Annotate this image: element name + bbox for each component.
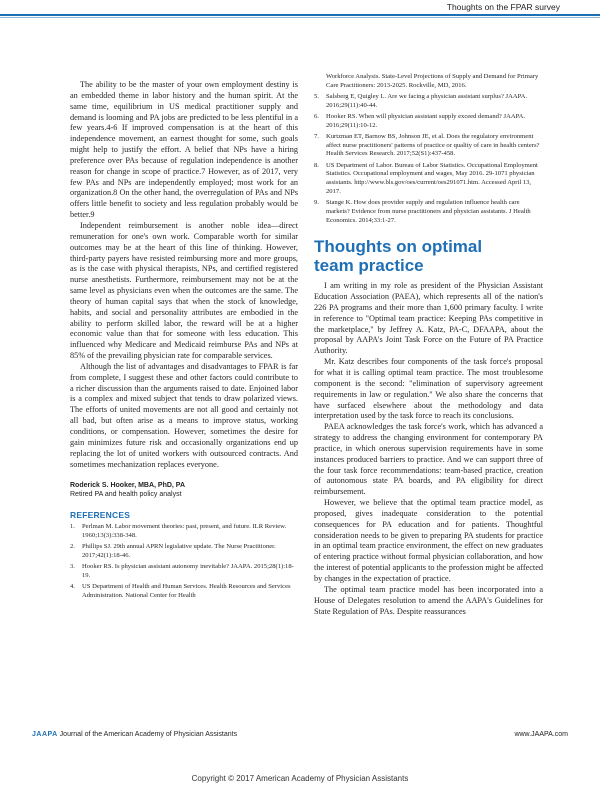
reference-number: 2. (70, 543, 75, 551)
reference-item (70, 543, 298, 560)
reference-number: 1. (70, 523, 75, 531)
body-paragraph: Although the list of advantages and disadvantages to FPAR is far from complete, I suggest these and other factors could contribute to a richer discussion than the arguments raised to date. Enjoined labor is a complex and mixed subject that tends to draw polarized views. The efforts of united movements are not all good and certainly not all bad, but often arise as a means to improve status, working conditions, or compensation. However, sometimes the desire for gain minimizes future risk and occasionally organizations end up replacing the lot of united workers with outsourced contracts. And sometimes mechanization replaces everyone. (70, 361, 298, 469)
left-column (70, 80, 298, 603)
reference-item (70, 563, 298, 580)
copyright-notice: Copyright © 2017 American Academy of Physician Assistants (191, 774, 409, 783)
reference-number: 3. (70, 563, 75, 571)
right-column (314, 73, 543, 617)
reference-item (314, 133, 543, 159)
journal-url[interactable]: www.JAAPA.com (514, 731, 568, 738)
reference-item-continued (314, 73, 543, 90)
running-header-title: Thoughts on the FPAR survey (446, 2, 560, 12)
reference-text: Stange K. How does provider supply and regulation influence health care markets? Evidence from nurse practitioners and physician assistants. J Health Economics. 2014;33:1-27. (326, 199, 531, 224)
references-list (70, 523, 298, 600)
body-paragraph: Independent reimbursement is another noble idea—direct remuneration for one's own work. Comparable worth for similar outcomes may be at the heart of this line of thinking. However, third-party payers have resisted reimbursing more and more groups, as is the case with physical therapists, NPs, and certified registered nurse anesthetists. Furthermore, reimbursement may not be at the same level as physicians even when the outcomes are the same. The theory of human capital says that when the stock of knowledge, habits, and social and personality attributes are embodied in the ability to perform skilled labor, the reward will be at a higher economic value than that for someone with less education. This influenced why Medicare and Medicaid reimburse PAs and NPs at 85% of the prevailing physician rate for comparable services. (70, 220, 298, 361)
journal-name: Journal of the American Academy of Physician Assistants (59, 731, 238, 738)
reference-item (70, 523, 298, 540)
reference-number: 6. (314, 113, 319, 120)
section-title (314, 237, 543, 275)
references-heading: REFERENCES (70, 510, 131, 521)
reference-text: Workforce Analysis. State-Level Projections of Supply and Demand for Primary Care Practitioners: 2013-2025. Rockville, MD, 2016. (326, 73, 539, 89)
reference-number: 7. (314, 133, 319, 140)
reference-text: Phillips SJ. 29th annual APRN legislative update. The Nurse Practitioner. 2017;42(1):18-46. (82, 543, 276, 559)
reference-number: 9. (314, 199, 319, 207)
reference-item (314, 199, 543, 225)
reference-item (70, 583, 298, 600)
reference-number: 5. (314, 93, 319, 100)
reference-text: Hooker RS. When will physician assistant supply exceed demand? JAAPA. 2016;29(11):10-12. (326, 113, 526, 129)
body-paragraph: PAEA acknowledges the task force's work, which has advanced a strategy to address the changing environment for contemporary PA practice, in which onerous supervision requirements have in some instances produced barriers to practice. And we can support three of the four task force recommendations: team-based practice, creation of autonomous state PA boards, and PA eligibility for direct reimbursement. (314, 422, 543, 497)
reference-text: Salsberg E, Quigley L. Are we facing a physician assistant surplus? JAAPA. 2016;29(11):40-44. (326, 93, 528, 109)
reference-number: 4. (70, 583, 75, 591)
author-affiliation: Retired PA and health policy analyst (70, 491, 182, 499)
reference-number: 8. (314, 161, 319, 169)
author-name: Roderick S. Hooker, MBA, PhD, PA (70, 482, 186, 490)
footer-journal (32, 731, 237, 738)
reference-text: Perlman M. Labor movement theories: past, present, and future. ILR Review. 1960;13(3):338-348. (82, 523, 287, 540)
body-paragraph: However, we believe that the optimal team practice model, as proposed, gives inadequate consideration to the potential consequences for PA education and for patients. Thoughtful consideration needs to be given to preparing PA students for practice in an optimal team practice environment, the effect on new graduates of entering practice without formal physician collaboration, and how the interest of potential applicants to the profession might be affected by changes in the expectation of practice. (314, 498, 543, 583)
reference-text: US Department of Labor. Bureau of Labor Statistics. Occupational Employment Statistics. Occupational employment and wages, May 2016. 29-1071 physician assistants. http://www.bls.gov/oes/current/oes291071.htm. Accessed April 13, 2017. (326, 161, 538, 195)
body-paragraph: I am writing in my role as president of the Physician Assistant Education Association (PAEA), which represents all of the nation's 226 PA programs and their more than 1,600 primary faculty. I write in reference to "Optimal team practice: Keeping PAs competitive in the marketplace," by Jeffrey A. Katz, PA-C, DFAAPA, about the proposal by AAPA's Joint Task Force on the Future of PA Practice Authority. (314, 281, 543, 356)
reference-item (314, 162, 543, 197)
body-paragraph: Mr. Katz describes four components of the task force's proposal for what it is calling optimal team practice. The most troublesome component is the second: "elimination of supervisory agreement requirements in law or regulation." We also share the concerns that have surfaced elsewhere about the methodology and data interpretation used by the task force to reach its conclusions. (314, 357, 543, 421)
header-rule-thin (0, 17, 600, 18)
references-list-continued (314, 73, 543, 225)
reference-text: US Department of Health and Human Services. Health Resources and Services Administration. National Center for Health (82, 583, 291, 599)
section-title-line: Thoughts on optimal (314, 237, 483, 257)
section-title-line: team practice (314, 256, 424, 276)
reference-item (314, 113, 543, 130)
reference-text: Kurtzman ET, Barnow BS, Johnson JE, et al. Does the regulatory environment affect nurse practitioners' patterns of practice or quality of care in health centers? Health Services Research. 2017;52(S1):437-458. (326, 133, 540, 158)
body-paragraph: The optimal team practice model has been incorporated into a House of Delegates resolution to amend the AAPA's Guidelines for State Regulation of PAs. Despite reassurances (314, 584, 543, 616)
body-paragraph: The ability to be the master of your own employment destiny is an embedded theme in labor history and the human spirit. At the same time, equilibrium in US medical practitioner supply and demand is looming and PA jobs are predicted to be less plentiful in a few years.4-6 If improved compensation is at the heart of this independence movement, an earnest thought for some, such goals might help to justify the effort. A belief that NPs have a hiring preference over PAs because of regulation independence is another reason for change in scope of practice.7 However, as of 2017, very few PAs and NPs are independently employed; most work for an organization.8 On the other hand, the overregulation of PAs and NPs offers little benefit to society and less regulation probably would be better.9 (70, 80, 298, 220)
journal-abbrev: JAAPA (32, 731, 58, 738)
reference-item (314, 93, 543, 110)
header-rule (0, 14, 600, 16)
reference-text: Hooker RS. Is physician assistant autonomy inevitable? JAAPA. 2015;28(1):18-19. (82, 563, 294, 579)
page-footer (32, 731, 568, 743)
page-header (0, 0, 600, 20)
